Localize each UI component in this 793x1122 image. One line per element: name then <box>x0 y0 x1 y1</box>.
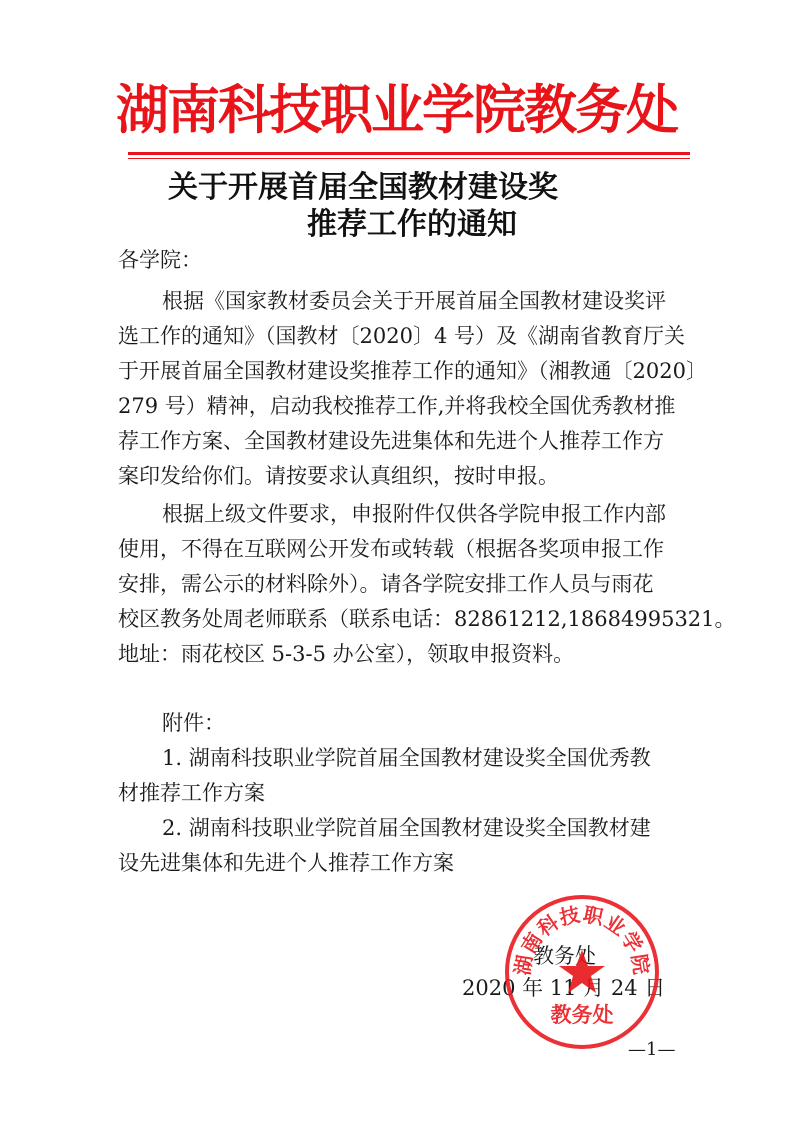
document-title-line-2: 推荐工作的通知 <box>307 207 517 242</box>
body-line: 279 号）精神，启动我校推荐工作,并将我校全国优秀教材推 <box>118 394 676 418</box>
official-seal <box>502 892 662 1052</box>
body-line: 荐工作方案、全国教材建设先进集体和先进个人推荐工作方 <box>118 429 664 453</box>
body-line: 使用，不得在互联网公开发布或转载（根据各奖项申报工作 <box>118 537 664 561</box>
seal-star-icon <box>559 950 605 993</box>
body-line: 选工作的通知》（国教材〔2020〕4 号）及《湖南省教育厅关 <box>118 324 685 348</box>
body-line: 根据《国家教材委员会关于开展首届全国教材建设奖评 <box>162 289 666 313</box>
body-line: 根据上级文件要求，申报附件仅供各学院申报工作内部 <box>162 502 666 526</box>
body-line: 于开展首届全国教材建设奖推荐工作的通知》（湘教通〔2020〕 <box>118 359 707 383</box>
letterhead-rule-thin <box>128 158 690 159</box>
seal-center-text: 教务处 <box>550 1003 614 1027</box>
document-title-line-1: 关于开展首届全国教材建设奖 <box>168 170 558 205</box>
letterhead-rule-thick <box>128 152 690 155</box>
body-line: 案印发给你们。请按要求认真组织，按时申报。 <box>118 464 559 488</box>
signature-unit: 教务处 <box>533 944 596 968</box>
attachment-line: 2. 湖南科技职业学院首届全国教材建设奖全国教材建 <box>162 816 651 840</box>
attachment-line: 设先进集体和先进个人推荐工作方案 <box>118 851 454 875</box>
attachments-heading: 附件： <box>162 711 225 735</box>
body-line: 地址：雨花校区 5-3-5 办公室），领取申报资料。 <box>118 642 575 666</box>
page-number: —1— <box>628 1039 676 1060</box>
seal-arc-text: 湖南科技职业学院 <box>510 902 654 977</box>
body-line: 安排，需公示的材料除外）。请各学院安排工作人员与雨花 <box>118 572 654 596</box>
org-letterhead-title: 湖南科技职业学院教务处 <box>116 79 677 141</box>
attachment-line: 材推荐工作方案 <box>118 781 265 805</box>
signature-date: 2020 年 11 月 24 日 <box>462 976 666 1000</box>
body-line: 校区教务处周老师联系（联系电话：82861212,18684995321。 <box>118 607 736 631</box>
salutation: 各学院： <box>118 248 202 272</box>
attachment-line: 1. 湖南科技职业学院首届全国教材建设奖全国优秀教 <box>162 746 651 770</box>
